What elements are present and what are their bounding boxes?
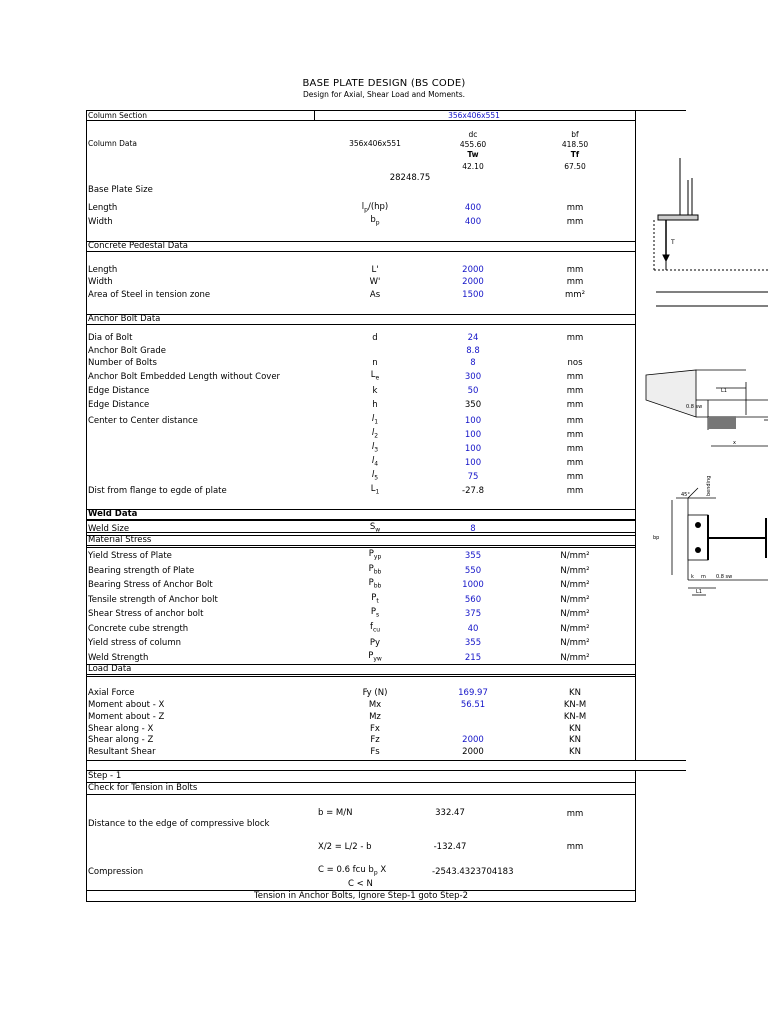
base-plate-heading: Base Plate Size [88, 185, 153, 195]
load-axial-unit: KN [569, 688, 581, 698]
column-elevation-figure [654, 158, 768, 306]
left-border [86, 110, 87, 902]
anchor-l5-symbol: $l_5$ [371, 470, 379, 482]
anchor-flange-dist-symbol: $L_1$ [370, 484, 380, 496]
mat-tensile-bolt-label: Tensile strength of Anchor bolt [88, 595, 218, 605]
sw-label-a: 0.8 sw [686, 404, 703, 410]
anchor-l3-symbol: $l_3$ [371, 442, 379, 454]
weld-heading-box [86, 509, 636, 520]
load-mx-value: 56.51 [460, 700, 486, 710]
anchor-ctc-label: Center to Center distance [88, 416, 198, 426]
mat-tensile-bolt-unit: N/mm² [560, 595, 590, 605]
load-axial-symbol: Fy (N) [362, 688, 388, 698]
anchor-heading-box [86, 314, 636, 325]
anchor-l4-value: 100 [464, 458, 482, 468]
anchor-edge-k-unit: mm [566, 386, 584, 396]
anchor-dia-symbol: d [372, 333, 378, 343]
anchor-l1-symbol: $l_1$ [371, 414, 379, 426]
weld-heading: Weld Data [88, 509, 138, 519]
anchor-edge-h-label: Edge Distance [88, 400, 150, 410]
load-axial-value: 169.97 [458, 688, 488, 698]
step1-heading: Step - 1 [88, 771, 122, 781]
bolt-1 [695, 522, 701, 528]
load-axial-label: Axial Force [88, 688, 135, 698]
step1-sub-line [86, 794, 636, 795]
mat-shear-bolt-value: 375 [464, 609, 482, 619]
concrete-width-value: 2000 [462, 277, 484, 287]
step1-x-value: -132.47 [433, 842, 467, 852]
page-title: BASE PLATE DESIGN (BS CODE) [302, 78, 466, 89]
concrete-as-unit: mm² [565, 290, 585, 300]
m-label: m [701, 574, 706, 580]
step1-comp-label: Compression [88, 867, 144, 877]
mat-bearing-bolt-unit: N/mm² [560, 580, 590, 590]
mat-yield-column-symbol: Py [369, 638, 381, 648]
mat-shear-bolt-label: Shear Stress of anchor bolt [88, 609, 204, 619]
material-heading: Material Stress [88, 535, 152, 545]
mat-yield-plate-label: Yield Stress of Plate [88, 551, 172, 561]
step1-b-value: 332.47 [435, 808, 465, 818]
step1-comp-value: -2543.4323704183 [432, 867, 514, 877]
x-label: x [733, 440, 736, 446]
mat-shear-bolt-symbol: $P_s$ [370, 607, 380, 619]
load-mx-label: Moment about - X [88, 700, 165, 710]
step1-bottom-line [86, 901, 636, 902]
load-fx-label: Shear along - X [88, 724, 154, 734]
step1-b-unit: mm [566, 809, 584, 819]
anchor-bolt-group [708, 417, 736, 429]
load-mz-unit: KN-M [563, 712, 587, 722]
tf-label: Tf [570, 150, 580, 159]
load-fz-unit: KN [569, 735, 581, 745]
anchor-number-unit: nos [567, 358, 583, 368]
load-fs-symbol: Fs [370, 747, 380, 757]
bp-label: bp [653, 535, 660, 541]
tension-t-label: T [671, 239, 675, 246]
column-section-value: 356x406x551 [448, 111, 500, 120]
anchor-edge-h-unit: mm [566, 400, 584, 410]
step1-x-formula: X/2 = L/2 - b [318, 842, 372, 852]
bp-length-label: Length [88, 203, 118, 213]
tw-label: Tw [467, 150, 479, 159]
load-mz-symbol: Mz [369, 712, 381, 722]
anchor-l1-unit: mm [566, 416, 584, 426]
weld-size-value: 8 [470, 524, 476, 534]
base-plate-diagram [636, 120, 768, 640]
l1-label-a: L1 [721, 388, 727, 394]
bp-width-unit: mm [566, 217, 584, 227]
anchor-l3-unit: mm [566, 444, 584, 454]
anchor-embed-value: 300 [464, 372, 482, 382]
anchor-embed-label: Anchor Bolt Embedded Length without Cover [88, 372, 281, 382]
load-fz-value: 2000 [462, 735, 484, 745]
concrete-length-unit: mm [566, 265, 584, 275]
mat-bearing-plate-symbol: $P_{bb}$ [368, 564, 382, 576]
load-fs-value: 2000 [462, 747, 484, 757]
mat-concrete-unit: N/mm² [560, 624, 590, 634]
mat-bearing-plate-unit: N/mm² [560, 566, 590, 576]
mat-tensile-bolt-value: 560 [464, 595, 482, 605]
bp-length-unit: mm [566, 203, 584, 213]
concrete-as-label: Area of Steel in tension zone [88, 290, 211, 300]
anchor-l5-value: 75 [467, 472, 479, 482]
mat-weld-strength-value: 215 [464, 653, 482, 663]
anchor-dia-value: 24 [467, 333, 479, 343]
anchor-embed-symbol: $L_e$ [370, 370, 380, 382]
step1-top-line [86, 770, 686, 771]
weld-detail-figure [646, 370, 768, 446]
mat-yield-plate-value: 355 [464, 551, 482, 561]
right-border-step [635, 770, 636, 902]
section-end-line [86, 760, 686, 761]
step1-comp-formula: C = 0.6 fcu $b_p$ X [318, 865, 387, 877]
anchor-l1-value: 100 [464, 416, 482, 426]
step1-conclusion: Tension in Anchor Bolts, Ignore Step-1 goto Step-2 [253, 891, 469, 901]
load-mx-unit: KN-M [563, 700, 587, 710]
load-fz-label: Shear along - Z [88, 735, 154, 745]
bending-label: bending [706, 475, 712, 496]
anchor-edge-k-value: 50 [467, 386, 479, 396]
load-line [86, 676, 636, 677]
mat-yield-plate-symbol: $P_{yp}$ [368, 549, 382, 561]
bolt-2 [695, 547, 701, 553]
l1-label-b: L1 [696, 589, 702, 595]
load-heading: Load Data [88, 664, 132, 674]
mat-weld-strength-unit: N/mm² [560, 653, 590, 663]
column-section-label: Column Section [88, 111, 147, 120]
mat-concrete-symbol: $f_{cu}$ [369, 622, 381, 634]
load-fx-symbol: Fx [370, 724, 380, 734]
load-fs-unit: KN [569, 747, 581, 757]
anchor-l4-unit: mm [566, 458, 584, 468]
concrete-heading: Concrete Pedestal Data [88, 241, 189, 251]
mat-yield-column-unit: N/mm² [560, 638, 590, 648]
concrete-length-label: Length [88, 265, 118, 275]
step1-b-formula: b = M/N [318, 808, 353, 818]
mat-bearing-bolt-symbol: $P_{bb}$ [368, 578, 382, 590]
weld-size-label: Weld Size [88, 524, 130, 534]
anchor-dia-unit: mm [566, 333, 584, 343]
concrete-width-unit: mm [566, 277, 584, 287]
mat-tensile-bolt-symbol: $P_t$ [371, 593, 379, 605]
material-line [86, 547, 636, 548]
bp-width-symbol: $b_p$ [370, 215, 380, 227]
concrete-width-symbol: W' [369, 277, 381, 287]
anchor-grade-label: Anchor Bolt Grade [88, 346, 167, 356]
dc-value: 455.60 [459, 140, 487, 149]
anchor-flange-dist-label: Dist from flange to egde of plate [88, 486, 227, 496]
bp-length-value: 400 [464, 203, 482, 213]
anchor-heading: Anchor Bolt Data [88, 314, 161, 324]
load-mx-symbol: Mx [368, 700, 382, 710]
anchor-number-value: 8 [470, 358, 476, 368]
weld-size-symbol: $S_w$ [369, 522, 381, 534]
step1-dist-label: Distance to the edge of compressive block [88, 819, 270, 829]
column-data-value: 356x406x551 [349, 139, 401, 148]
load-heading-box [86, 664, 636, 675]
anchor-l2-symbol: $l_2$ [371, 428, 379, 440]
anchor-edge-h-symbol: h [372, 400, 378, 410]
anchor-l2-unit: mm [566, 430, 584, 440]
anchor-dia-label: Dia of Bolt [88, 333, 133, 343]
concrete-length-value: 2000 [462, 265, 484, 275]
load-fx-unit: KN [569, 724, 581, 734]
mat-yield-column-value: 355 [464, 638, 482, 648]
concrete-as-value: 1500 [462, 290, 484, 300]
step1-subheading: Check for Tension in Bolts [88, 783, 198, 793]
anchor-flange-dist-unit: mm [566, 486, 584, 496]
anchor-embed-unit: mm [566, 372, 584, 382]
anchor-edge-h-value: 350 [464, 400, 482, 410]
dc-label: dc [468, 130, 478, 139]
tf-value: 67.50 [564, 162, 586, 171]
sw-label-b: 0.8 sw [716, 574, 733, 580]
anchor-edge-k-symbol: k [372, 386, 378, 396]
k-label: k [691, 574, 694, 580]
column-area-value: 28248.75 [389, 173, 431, 183]
anchor-edge-k-label: Edge Distance [88, 386, 150, 396]
anchor-number-symbol: n [372, 358, 378, 368]
mat-weld-strength-label: Weld Strength [88, 653, 149, 663]
mat-bearing-plate-value: 550 [464, 566, 482, 576]
bf-value: 418.50 [561, 140, 589, 149]
concrete-width-label: Width [88, 277, 113, 287]
concrete-as-symbol: As [369, 290, 381, 300]
anchor-grade-value: 8.8 [466, 346, 480, 356]
tw-value: 42.10 [462, 162, 484, 171]
angle-label: 45° [681, 492, 690, 498]
mat-concrete-value: 40 [467, 624, 479, 634]
bp-width-value: 400 [464, 217, 482, 227]
mat-concrete-label: Concrete cube strength [88, 624, 189, 634]
anchor-l5-unit: mm [566, 472, 584, 482]
concrete-length-symbol: L' [371, 265, 379, 275]
load-fs-label: Resultant Shear [88, 747, 156, 757]
anchor-l3-value: 100 [464, 444, 482, 454]
bp-width-label: Width [88, 217, 113, 227]
anchor-flange-dist-value: -27.8 [462, 486, 484, 496]
step1-cond: C < N [348, 879, 373, 889]
material-heading-box [86, 535, 636, 546]
anchor-l2-value: 100 [464, 430, 482, 440]
anchor-number-label: Number of Bolts [88, 358, 157, 368]
mat-yield-plate-unit: N/mm² [560, 551, 590, 561]
bp-length-symbol: $l_p/(hp)$ [361, 202, 389, 214]
load-mz-label: Moment about - Z [88, 712, 165, 722]
step1-x-unit: mm [566, 842, 584, 852]
mat-bearing-bolt-value: 1000 [462, 580, 484, 590]
page-subtitle: Design for Axial, Shear Load and Moments. [302, 90, 466, 99]
mat-bearing-plate-label: Bearing strength of Plate [88, 566, 195, 576]
anchor-l4-symbol: $l_4$ [371, 456, 379, 468]
mat-shear-bolt-unit: N/mm² [560, 609, 590, 619]
bf-label: bf [571, 130, 579, 139]
mat-bearing-bolt-label: Bearing Stress of Anchor Bolt [88, 580, 213, 590]
mat-yield-column-label: Yield stress of column [88, 638, 181, 648]
load-fz-symbol: Fz [370, 735, 380, 745]
column-data-label: Column Data [88, 139, 138, 148]
mat-weld-strength-symbol: $P_{yw}$ [368, 651, 382, 663]
